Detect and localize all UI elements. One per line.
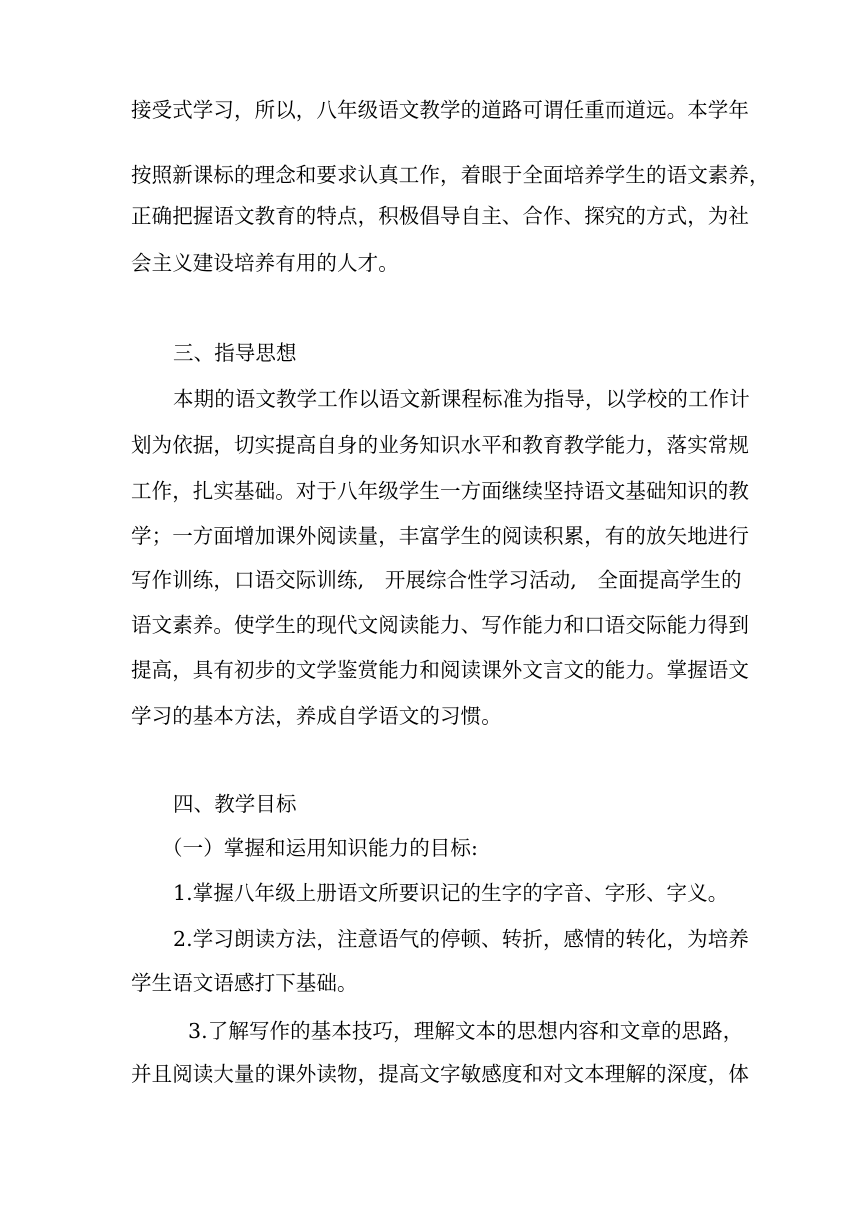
section-heading: 四、教学目标 [173,792,297,816]
paragraph-line: 语文素养。使学生的现代文阅读能力、写作能力和口语交际能力得到 [131,613,749,637]
list-item: 3.了解写作的基本技巧，理解文本的思想内容和文章的思路， [188,1019,744,1043]
paragraph-line: 本期的语文教学工作以语文新课程标准为指导，以学校的工作计 [173,387,750,411]
list-item: 2.学习朗读方法，注意语气的停顿、转折，感情的转化，为培养 [173,927,749,951]
list-item: 1.掌握八年级上册语文所要识记的生字的字音、字形、字义。 [173,881,729,905]
paragraph-line: 工作，扎实基础。对于八年级学生一方面继续坚持语文基础知识的教 [131,479,749,503]
paragraph-line: 划为依据，切实提高自身的业务知识水平和教育教学能力，落实常规 [131,433,749,457]
paragraph-line: 接受式学习，所以，八年级语文教学的道路可谓任重而道远。本学年 [131,98,749,122]
section-heading: 三、指导思想 [173,341,297,365]
paragraph-line: 会主义建设培养有用的人才。 [131,251,399,275]
list-item-continuation: 并且阅读大量的课外读物，提高文字敏感度和对文本理解的深度，体 [131,1062,749,1086]
paragraph-line: 提高，具有初步的文学鉴赏能力和阅读课外文言文的能力。掌握语文 [131,658,749,682]
list-item-continuation: 学生语文语感打下基础。 [131,971,358,995]
paragraph-line: 写作训练，口语交际训练, 开展综合性学习活动, 全面提高学生的 [131,568,742,592]
paragraph-line: 学习的基本方法，养成自学语文的习惯。 [131,704,502,728]
paragraph-line: 正确把握语文教育的特点，积极倡导自主、合作、探究的方式，为社 [131,204,749,228]
subsection-heading: （一）掌握和运用知识能力的目标: [162,836,479,860]
paragraph-line: 按照新课标的理念和要求认真工作，着眼于全面培养学生的语文素养， [131,163,770,187]
paragraph-line: 学；一方面增加课外阅读量，丰富学生的阅读积累，有的放矢地进行 [131,524,749,548]
